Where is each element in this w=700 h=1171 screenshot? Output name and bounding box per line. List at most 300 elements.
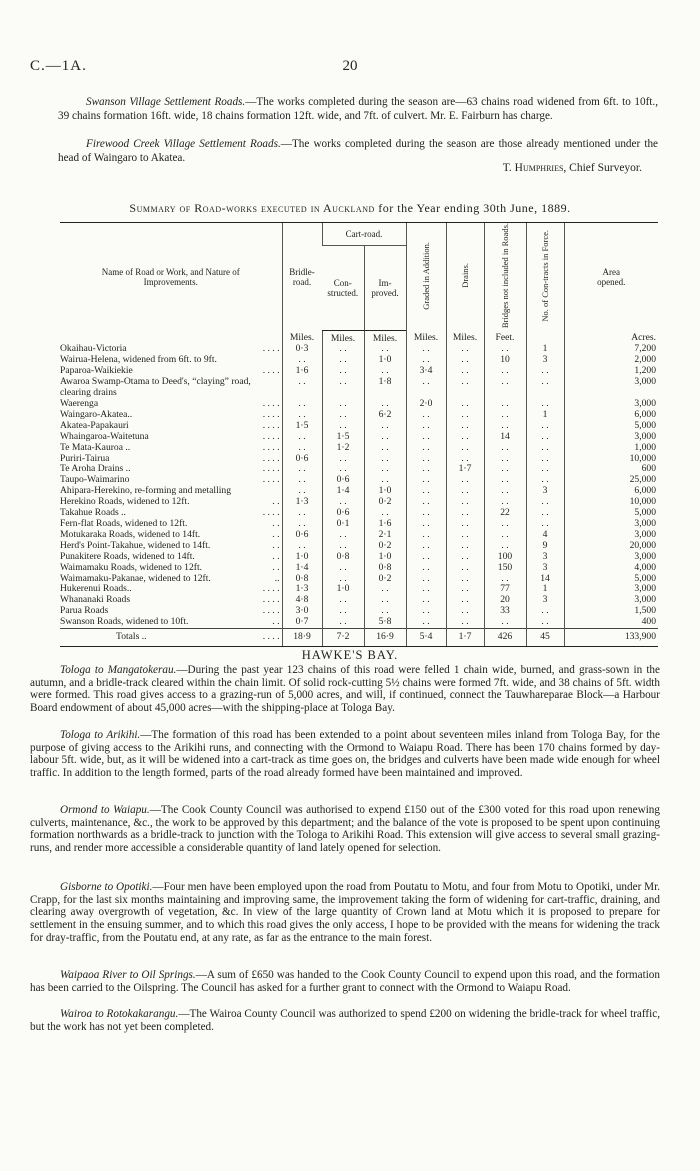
leader-dots: . . . . xyxy=(262,430,280,442)
row-cell: . . xyxy=(446,432,484,443)
row-name: Waerenga . . . . xyxy=(60,398,280,409)
leader-dots: . . . . xyxy=(262,343,280,355)
intro-paragraph-swanson xyxy=(58,95,658,123)
row-cell: . . xyxy=(322,366,364,377)
unit-cell: Feet. xyxy=(484,330,526,344)
row-cell: 20 xyxy=(484,595,526,606)
leader-dots: . . . . xyxy=(262,463,280,475)
row-cell: . . xyxy=(282,475,322,486)
section-paragraph xyxy=(30,969,660,994)
header-name: Name of Road or Work, and Nature of Improvements. xyxy=(60,223,282,331)
unit-cell xyxy=(526,330,564,344)
row-cell: . . xyxy=(282,519,322,530)
row-cell: . . xyxy=(484,530,526,541)
row-cell: 1·0 xyxy=(322,584,364,595)
row-cell: 0·8 xyxy=(282,574,322,585)
row-cell: . . xyxy=(446,606,484,617)
section-paragraph xyxy=(30,729,660,780)
unit-cell: Miles. xyxy=(322,330,364,344)
row-name: Hukerenui Roads.. . . . . xyxy=(60,583,280,595)
table-row xyxy=(60,432,658,443)
row-cell: 3·4 xyxy=(406,366,446,377)
table-row xyxy=(60,355,658,366)
paragraph-text: —Four men have been employed upon the road from Poutatu to Motu, and four from Motu to Opotiki, under Mr. Crapp, for the last six months maintaining and improving same, the improvement taking the form of widening for cart-traffic, draining, and clearing away overgrowth of vegetation, &c. In view of the large quantity of Crown land at Motu which it is proposed to prepare for settlement in the ensuing summer, and to which this road gives the only access, I hope to be provided with the means for widening the track for dray-traffic, from the Poutatu end, at any rate, as far as the entrance to the main forest. xyxy=(30,881,661,944)
row-cell: 3 xyxy=(526,355,564,366)
row-cell: 150 xyxy=(484,563,526,574)
row-cell: 25,000 xyxy=(564,475,658,486)
row-cell: . . xyxy=(526,454,564,465)
row-cell: . . xyxy=(406,486,446,497)
leader-dots: . . . . xyxy=(262,605,280,617)
table-row xyxy=(60,574,658,585)
section-paragraph xyxy=(30,664,660,715)
paragraph-heading: Wairoa to Rotokakarangu. xyxy=(60,1008,179,1020)
row-cell: . . xyxy=(364,421,406,432)
leader-dots: . . xyxy=(272,517,280,529)
row-name: Waimamaku Roads, widened to 12ft. . . xyxy=(60,561,280,573)
paragraph-text: —The formation of this road has been extended to a point about seventeen miles inland from Tologa Bay, for the purpose of giving access to the Arikihi runs, and connecting with the Ormond to Waiapu Road. There has been 170 chains formed by day-labour 5ft. wide, but, as it will be widened into a cart-track as time goes on, the bridges and culverts have been made wide enough for wheel traffic. In addition to the length formed, parts of the road already formed have been maintained and improved. xyxy=(30,729,660,780)
row-cell: . . xyxy=(446,584,484,595)
row-cell: . . xyxy=(484,486,526,497)
row-name: Puriri-Tairua . . . . xyxy=(60,452,280,464)
row-cell: 1·2 xyxy=(322,443,364,454)
row-cell: 10,000 xyxy=(564,497,658,508)
section-paragraph xyxy=(30,881,660,945)
intro-paragraph-firewood xyxy=(58,137,658,165)
row-cell: 14 xyxy=(526,574,564,585)
row-cell: 6·2 xyxy=(364,410,406,421)
row-cell: . . xyxy=(322,464,364,475)
row-cell: 1·7 xyxy=(446,629,484,647)
row-cell: . . xyxy=(406,355,446,366)
row-cell: 3 xyxy=(526,563,564,574)
row-cell: . . xyxy=(484,366,526,377)
row-cell: 1·6 xyxy=(364,519,406,530)
row-cell: . . xyxy=(406,574,446,585)
row-cell: . . xyxy=(484,377,526,399)
row-cell: 0·2 xyxy=(364,541,406,552)
row-cell: . . xyxy=(406,595,446,606)
row-cell: 1·3 xyxy=(282,497,322,508)
row-cell: . . xyxy=(282,399,322,410)
row-cell: . . xyxy=(484,519,526,530)
row-cell: . . xyxy=(406,617,446,628)
row-name: Herekino Roads, widened to 12ft. . . xyxy=(60,496,280,508)
row-cell: . . xyxy=(526,399,564,410)
row-cell: . . xyxy=(484,497,526,508)
row-cell: 3,000 xyxy=(564,584,658,595)
leader-dots: . . xyxy=(272,561,280,573)
row-cell: 4,000 xyxy=(564,563,658,574)
row-cell: . . xyxy=(446,497,484,508)
leader-dots: . . . . xyxy=(262,441,280,453)
paragraph-heading: Firewood Creek Village Settlement Roads. xyxy=(86,138,281,150)
header-contracts: No. of Con-tracts in Force. xyxy=(526,223,564,331)
row-cell: 5·4 xyxy=(406,629,446,647)
row-cell: . . xyxy=(484,574,526,585)
row-cell: 1,000 xyxy=(564,443,658,454)
row-cell: . . xyxy=(322,344,364,355)
leader-dots: . . xyxy=(272,539,280,551)
row-cell: . . xyxy=(446,530,484,541)
row-cell: . . xyxy=(526,432,564,443)
row-cell: . . xyxy=(364,443,406,454)
row-cell: . . xyxy=(446,574,484,585)
units-row xyxy=(60,330,658,344)
row-cell: 1 xyxy=(526,584,564,595)
row-cell: . . xyxy=(526,475,564,486)
table-row xyxy=(60,443,658,454)
row-cell: . . xyxy=(406,432,446,443)
row-cell: . . xyxy=(406,519,446,530)
row-cell: 0·8 xyxy=(364,563,406,574)
row-cell: . . xyxy=(526,377,564,399)
row-cell: 1·4 xyxy=(322,486,364,497)
row-cell: . . xyxy=(484,617,526,628)
row-name: Okaihau-Victoria . . . . xyxy=(60,343,280,355)
signature-title: , Chief Surveyor. xyxy=(563,162,642,174)
row-name: Punakitere Roads, widened to 14ft. . . xyxy=(60,550,280,562)
paragraph-heading: Tologa to Mangatokerau. xyxy=(60,664,177,676)
row-cell: 2·0 xyxy=(406,399,446,410)
paragraph-heading: Swanson Village Settlement Roads. xyxy=(86,96,246,108)
row-cell: . . xyxy=(526,617,564,628)
row-cell: 16·9 xyxy=(364,629,406,647)
row-cell: 77 xyxy=(484,584,526,595)
row-cell: 0·2 xyxy=(364,574,406,585)
row-cell: 2·1 xyxy=(364,530,406,541)
row-cell: 4·8 xyxy=(282,595,322,606)
leader-dots: . . xyxy=(272,550,280,562)
row-cell: . . xyxy=(526,519,564,530)
leader-dots: . . . . xyxy=(262,507,280,519)
row-cell: 7,200 xyxy=(564,344,658,355)
row-cell: . . xyxy=(364,432,406,443)
row-name: Waingaro-Akatea.. . . . . xyxy=(60,408,280,420)
row-cell: . . xyxy=(282,432,322,443)
paragraph-heading: Ormond to Waiapu. xyxy=(60,804,150,816)
row-cell: . . xyxy=(446,443,484,454)
table-row xyxy=(60,399,658,410)
page-number: 20 xyxy=(342,58,358,74)
row-cell: . . xyxy=(406,410,446,421)
row-cell: . . xyxy=(526,366,564,377)
row-name: Te Mata-Kauroa .. . . . . xyxy=(60,441,280,453)
row-cell: . . xyxy=(282,443,322,454)
row-cell: 1,200 xyxy=(564,366,658,377)
row-cell: 3 xyxy=(526,486,564,497)
signature-name: T. Humphries xyxy=(502,162,564,174)
totals-label: Totals .. . . . . xyxy=(60,629,282,647)
row-cell: . . xyxy=(364,475,406,486)
row-cell: . . xyxy=(484,541,526,552)
section-paragraph xyxy=(30,1008,660,1033)
paragraph-text: —The Cook County Council was authorised to expend £150 out of the £300 voted for this road upon renewing culverts, maintenance, &c., the work to be approved by this department; and the balance of the vote is proposed to be spent upon continuing formation northwards as a bridle-track to junction with the Tologa to Arikihi Road. This extension will give access to several small grazing-runs, and render more accessible a considerable quantity of land lately opened for selection. xyxy=(30,804,660,855)
row-cell: . . xyxy=(526,497,564,508)
row-cell: . . xyxy=(446,410,484,421)
row-cell: 3,000 xyxy=(564,377,658,399)
row-cell: . . xyxy=(322,574,364,585)
row-name: Takahue Roads .. . . . . xyxy=(60,507,280,519)
row-cell: 6,000 xyxy=(564,486,658,497)
row-cell: 6,000 xyxy=(564,410,658,421)
row-name: Parua Roads . . . . xyxy=(60,605,280,617)
row-cell: 3,000 xyxy=(564,552,658,563)
leader-dots: . . . . xyxy=(262,631,280,643)
row-cell: 7·2 xyxy=(322,629,364,647)
row-name: Te Aroha Drains .. . . . . xyxy=(60,463,280,475)
row-cell: 1·8 xyxy=(364,377,406,399)
header-constructed: Con-structed. xyxy=(322,246,364,331)
row-cell: . . xyxy=(406,475,446,486)
row-cell: . . xyxy=(484,421,526,432)
leader-dots: . . . . xyxy=(262,594,280,606)
row-cell: 3,000 xyxy=(564,530,658,541)
row-cell: . . xyxy=(446,421,484,432)
row-cell: 10,000 xyxy=(564,454,658,465)
row-cell: 22 xyxy=(484,508,526,519)
document-reference: C.—1A. xyxy=(30,58,87,74)
unit-cell: Miles. xyxy=(282,330,322,344)
header-cart-road: Cart-road. xyxy=(322,223,406,246)
road-works-table xyxy=(60,222,658,647)
row-cell: . . xyxy=(446,377,484,399)
row-cell: . . xyxy=(364,464,406,475)
summary-title: Summary of Road-works executed in Auckland for the Year ending 30th June, 1889. xyxy=(129,201,571,215)
row-cell: . . xyxy=(364,399,406,410)
row-cell: . . xyxy=(406,377,446,399)
row-cell: . . xyxy=(446,366,484,377)
row-name: Motukaraka Roads, widened to 14ft. . . xyxy=(60,528,280,540)
row-name: Waimamaku-Pakanae, widened to 12ft. .. xyxy=(60,572,280,584)
row-cell: . . xyxy=(484,464,526,475)
table-row xyxy=(60,617,658,628)
row-cell: . . xyxy=(406,584,446,595)
row-cell: . . xyxy=(406,552,446,563)
row-cell: . . xyxy=(484,344,526,355)
leader-dots: . . . . xyxy=(262,365,280,377)
row-cell: . . xyxy=(322,497,364,508)
unit-cell: Miles. xyxy=(364,330,406,344)
row-cell: . . xyxy=(526,464,564,475)
row-cell: 14 xyxy=(484,432,526,443)
signature xyxy=(503,162,642,174)
row-cell: . . xyxy=(322,541,364,552)
row-name: Paparoa-Waikiekie . . . . xyxy=(60,365,280,377)
leader-dots: . . . . xyxy=(262,583,280,595)
row-cell: 0·6 xyxy=(282,530,322,541)
row-cell: . . xyxy=(364,508,406,519)
row-cell: . . xyxy=(484,410,526,421)
row-name: Herd's Point-Takahue, widened to 14ft. . . xyxy=(60,539,280,551)
totals-row xyxy=(60,629,658,647)
row-cell: 0·6 xyxy=(322,475,364,486)
row-cell: 1·6 xyxy=(282,366,322,377)
leader-dots: . . . . xyxy=(262,474,280,486)
paragraph-heading: Gisborne to Opotiki. xyxy=(60,881,153,893)
row-cell: 100 xyxy=(484,552,526,563)
header-graded: Graded in Addition. xyxy=(406,223,446,331)
row-cell: 18·9 xyxy=(282,629,322,647)
row-cell: . . xyxy=(364,454,406,465)
row-cell: 1·0 xyxy=(364,552,406,563)
row-cell: 0·6 xyxy=(322,508,364,519)
header-area: Area opened. xyxy=(564,223,658,331)
unit-cell: Miles. xyxy=(406,330,446,344)
row-cell: 5,000 xyxy=(564,421,658,432)
row-cell: 33 xyxy=(484,606,526,617)
row-cell: . . xyxy=(282,377,322,399)
row-name: Fern-flat Roads, widened to 12ft. . . xyxy=(60,517,280,529)
row-cell: . . xyxy=(282,486,322,497)
unit-cell: Acres. xyxy=(564,330,658,344)
row-cell: . . xyxy=(322,377,364,399)
row-cell: . . xyxy=(446,617,484,628)
row-cell: . . xyxy=(322,410,364,421)
section-title: HAWKE'S BAY. xyxy=(301,648,399,662)
row-cell: 426 xyxy=(484,629,526,647)
row-cell: 2,000 xyxy=(564,355,658,366)
row-cell: 0·1 xyxy=(322,519,364,530)
row-cell: . . xyxy=(322,530,364,541)
paragraph-text: —A sum of £650 was handed to the Cook County Council to expend upon this road, and the formation has been carried to the Oilspring. The Council has asked for a further grant to connect with the Ormond to Waiapu Road. xyxy=(30,969,660,994)
leader-dots: . . xyxy=(272,616,280,628)
row-cell: . . xyxy=(446,486,484,497)
leader-dots: . . . . xyxy=(262,398,280,409)
table-row xyxy=(60,584,658,595)
row-cell: 9 xyxy=(526,541,564,552)
row-cell: 5,000 xyxy=(564,508,658,519)
row-name: Taupo-Waimarino . . . . xyxy=(60,474,280,486)
paragraph-text: —During the past year 123 chains of this road were felled 1 chain wide, burned, and grass-sown in the autumn, and a bridle-track cleared within the chain limit. Of solid rock-cutting 5½ chains were formed 7ft. wide, and 38 chains of 5ft. width were formed. This road gives access to a grazing-run of 5,000 acres, and will, if continued, connect the Tauwhareparae Block—a Harbour Board endowment of about 45,000 acres—with the shipping-place at Tologa Bay. xyxy=(30,664,660,715)
row-name: Swanson Roads, widened to 10ft. . . xyxy=(60,616,280,628)
row-cell: 3 xyxy=(526,552,564,563)
header-drains: Drains. xyxy=(446,223,484,331)
row-cell: . . xyxy=(446,519,484,530)
row-cell: 400 xyxy=(564,617,658,628)
row-cell: . . xyxy=(526,421,564,432)
row-cell: . . xyxy=(484,454,526,465)
row-cell: . . xyxy=(322,606,364,617)
row-name: Awaroa Swamp-Otama to Deed's, “claying” road, clearing drains xyxy=(60,376,251,399)
row-cell: . . xyxy=(282,464,322,475)
row-cell: 20,000 xyxy=(564,541,658,552)
row-cell: . . xyxy=(322,421,364,432)
header-bridges: Bridges not included in Roads. xyxy=(484,223,526,331)
row-cell: . . xyxy=(446,399,484,410)
leader-dots: . . . . xyxy=(262,408,280,420)
row-cell: 1·5 xyxy=(322,432,364,443)
section-paragraph xyxy=(30,804,660,855)
table-row xyxy=(60,497,658,508)
row-cell: 3 xyxy=(526,595,564,606)
row-cell: 1 xyxy=(526,410,564,421)
row-cell: 1·5 xyxy=(282,421,322,432)
row-cell: . . xyxy=(282,508,322,519)
row-cell: . . xyxy=(406,497,446,508)
row-cell: 1·0 xyxy=(282,552,322,563)
table-row xyxy=(60,454,658,465)
paragraph-text: —The works completed during the season are—63 chains road widened from 6ft. to 10ft., 39 chains formation 16ft. wide, 18 chains formation 12ft. wide, and 7ft. of culvert. Mr. E. Fairburn has charge. xyxy=(58,96,658,122)
table-row xyxy=(60,595,658,606)
row-cell: . . xyxy=(364,344,406,355)
row-cell: . . xyxy=(406,563,446,574)
row-name: Akatea-Papakauri . . . . xyxy=(60,419,280,431)
row-cell: 1,500 xyxy=(564,606,658,617)
table-row xyxy=(60,377,658,399)
row-cell: . . xyxy=(364,595,406,606)
row-cell: 3,000 xyxy=(564,519,658,530)
paragraph-heading: Tologa to Arikihi. xyxy=(60,729,141,741)
row-cell: 0·2 xyxy=(364,497,406,508)
row-cell: 1·7 xyxy=(446,464,484,475)
row-cell: . . xyxy=(446,541,484,552)
row-cell: . . xyxy=(446,344,484,355)
row-cell: . . xyxy=(364,366,406,377)
leader-dots: . . . . xyxy=(262,452,280,464)
row-cell: 3,000 xyxy=(564,399,658,410)
row-cell: . . xyxy=(282,541,322,552)
row-cell: . . xyxy=(526,443,564,454)
row-name: Whaingaroa-Waitetuna . . . . xyxy=(60,430,280,442)
row-cell: . . xyxy=(406,421,446,432)
row-cell: 0·3 xyxy=(282,344,322,355)
row-name: Wairua-Helena, widened from 6ft. to 9ft. xyxy=(60,354,217,366)
row-cell: 5,000 xyxy=(564,574,658,585)
row-cell: . . xyxy=(484,475,526,486)
row-cell: . . xyxy=(526,606,564,617)
row-cell: . . xyxy=(322,454,364,465)
row-cell: 1·3 xyxy=(282,584,322,595)
row-cell: . . xyxy=(446,355,484,366)
row-cell: . . xyxy=(446,563,484,574)
unit-cell: Miles. xyxy=(446,330,484,344)
row-cell: . . xyxy=(406,606,446,617)
row-cell: . . xyxy=(446,552,484,563)
row-cell: . . xyxy=(484,399,526,410)
row-cell: 3,000 xyxy=(564,432,658,443)
row-cell: 1·0 xyxy=(364,355,406,366)
row-cell: 3·0 xyxy=(282,606,322,617)
row-cell: 3,000 xyxy=(564,595,658,606)
table-row xyxy=(60,421,658,432)
row-cell: 0·8 xyxy=(322,552,364,563)
row-cell: . . xyxy=(406,454,446,465)
row-cell: . . xyxy=(446,454,484,465)
table-body xyxy=(60,330,658,646)
paragraph-text: —The works completed during the season are those already mentioned under the head of Waingaro to Akatea. xyxy=(58,138,659,164)
row-cell: 1·4 xyxy=(282,563,322,574)
row-cell: 10 xyxy=(484,355,526,366)
row-cell: . . xyxy=(322,355,364,366)
row-cell: . . xyxy=(322,595,364,606)
row-cell: . . xyxy=(322,399,364,410)
row-cell: . . xyxy=(526,508,564,519)
row-cell: 133,900 xyxy=(564,629,658,647)
row-cell: . . xyxy=(406,344,446,355)
row-cell: 0·6 xyxy=(282,454,322,465)
row-cell: . . xyxy=(406,541,446,552)
row-cell: . . xyxy=(282,355,322,366)
row-cell: 600 xyxy=(564,464,658,475)
row-name: Ahipara-Herekino, re-forming and metalling xyxy=(60,485,232,497)
row-cell: . . xyxy=(406,530,446,541)
header-bridle-road: Bridle-road. xyxy=(282,223,322,331)
row-cell: . . xyxy=(446,595,484,606)
row-cell: 5·8 xyxy=(364,617,406,628)
row-cell: . . xyxy=(322,617,364,628)
table-row xyxy=(60,464,658,475)
